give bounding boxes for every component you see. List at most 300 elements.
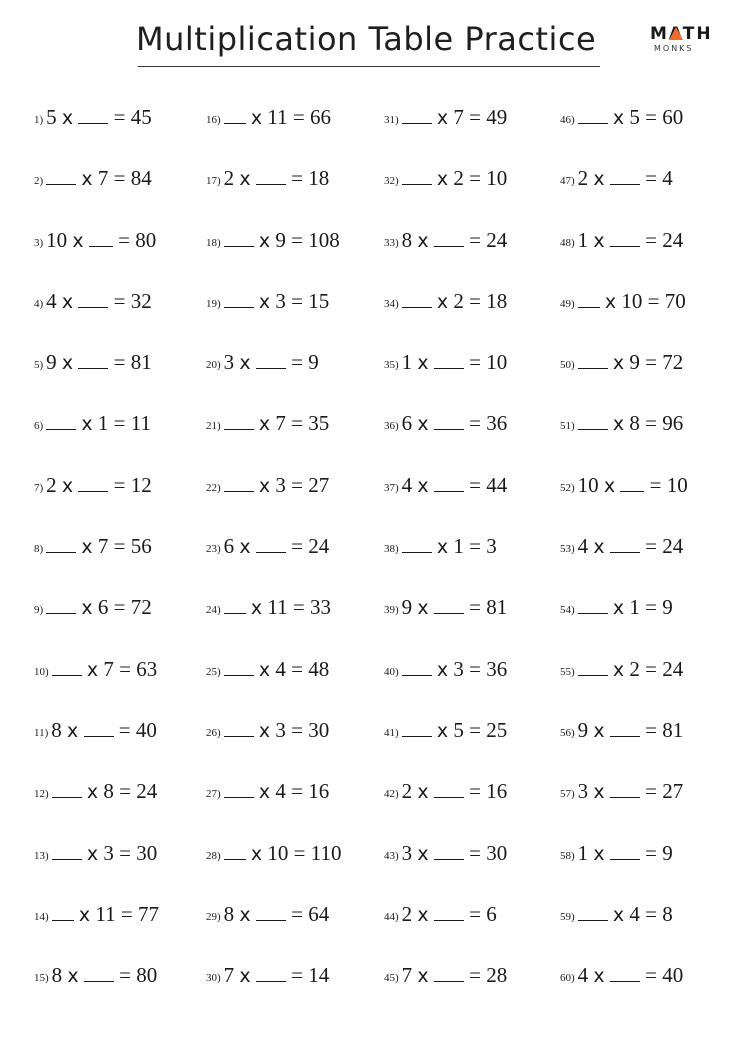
problem-equation: x 4 = 48 — [224, 656, 330, 683]
problem-item — [560, 962, 736, 1023]
problem-number: 48) — [560, 236, 575, 249]
problem-equation: x 1 = 3 — [402, 533, 497, 560]
problem-number: 31) — [384, 114, 399, 126]
factor-b: 5 — [629, 105, 640, 129]
problem-equation: 1 x = 10 — [401, 350, 508, 375]
factor-a: 4 — [46, 288, 57, 313]
times-sign: x — [239, 965, 251, 988]
product: 32 — [130, 288, 152, 313]
factor-b: 7 — [97, 166, 109, 191]
problem-equation: 6 x = 36 — [401, 411, 508, 436]
answer-blank[interactable] — [78, 104, 108, 124]
problem-item — [560, 594, 736, 655]
product: 81 — [662, 717, 684, 742]
product: 33 — [310, 595, 331, 620]
problem-equation: 2 x = 18 — [223, 166, 330, 191]
times-sign: x — [612, 597, 625, 620]
answer-blank[interactable] — [52, 901, 74, 921]
product: 30 — [486, 840, 508, 865]
times-sign: x — [612, 352, 625, 375]
problem-item — [206, 594, 386, 655]
answer-blank[interactable] — [434, 840, 464, 860]
factor-a: 4 — [577, 963, 589, 988]
times-sign: x — [258, 474, 271, 497]
factor-a: 3 — [577, 779, 589, 804]
problem-number: 24) — [206, 604, 221, 617]
answer-blank[interactable] — [578, 288, 600, 308]
factor-b: 2 — [453, 288, 464, 313]
answer-blank[interactable] — [578, 104, 608, 124]
answer-blank[interactable] — [578, 656, 608, 676]
product: 72 — [130, 595, 152, 620]
answer-blank[interactable] — [610, 717, 640, 737]
answer-blank[interactable] — [89, 227, 113, 247]
answer-blank[interactable] — [78, 288, 108, 308]
problem-item — [206, 472, 386, 533]
problem-item — [560, 778, 736, 839]
problem-item — [206, 840, 386, 901]
times-sign: x — [417, 413, 429, 436]
times-sign: x — [250, 842, 263, 865]
problem-number: 11) — [34, 726, 49, 739]
product: 24 — [486, 227, 508, 252]
problem-equation: 4 x = 24 — [577, 534, 684, 559]
problem-item — [206, 227, 386, 288]
answer-blank[interactable] — [610, 533, 640, 553]
problem-number: 47) — [560, 175, 575, 188]
problem-item — [206, 778, 386, 839]
problem-column-1 — [34, 104, 214, 1023]
answer-blank[interactable] — [610, 962, 640, 982]
answer-blank[interactable] — [402, 533, 432, 553]
factor-b: 7 — [453, 105, 464, 129]
problem-equation: 7 x = 28 — [401, 963, 508, 988]
factor-a: 2 — [401, 901, 413, 926]
problem-number: 3) — [34, 236, 44, 249]
factor-a: 2 — [401, 779, 413, 804]
answer-blank[interactable] — [434, 778, 464, 798]
factor-a: 7 — [223, 963, 235, 988]
problem-equation: x 11 = 66 — [224, 104, 331, 131]
answer-blank[interactable] — [224, 717, 254, 737]
factor-b: 5 — [453, 717, 464, 742]
problem-equation: x 2 = 10 — [402, 165, 508, 192]
times-sign: x — [417, 474, 429, 497]
problem-item — [384, 656, 564, 717]
problem-item — [384, 594, 564, 655]
problem-equation: x 3 = 36 — [402, 656, 508, 683]
answer-blank[interactable] — [224, 472, 254, 492]
answer-blank[interactable] — [78, 349, 108, 369]
problem-equation: 1 x = 9 — [577, 840, 673, 865]
times-sign: x — [593, 229, 605, 252]
product: 8 — [662, 901, 673, 926]
factor-b: 3 — [275, 472, 286, 497]
product: 48 — [308, 656, 330, 681]
problem-item — [384, 349, 564, 410]
times-sign: x — [612, 658, 625, 681]
times-sign: x — [436, 168, 449, 191]
problem-equation: x 3 = 27 — [224, 472, 330, 499]
factor-a: 6 — [401, 411, 413, 436]
problem-number: 23) — [206, 543, 221, 556]
factor-b: 1 — [453, 534, 464, 559]
problem-item — [206, 962, 386, 1023]
logo-triangle-icon — [669, 27, 683, 40]
problem-number: 38) — [384, 543, 399, 556]
answer-blank[interactable] — [610, 227, 640, 247]
problem-number: 28) — [206, 849, 221, 862]
times-sign: x — [593, 168, 605, 191]
answer-blank[interactable] — [46, 594, 76, 614]
problem-number: 9) — [34, 604, 44, 617]
answer-blank[interactable] — [620, 472, 644, 492]
factor-a: 9 — [577, 717, 589, 742]
problem-number: 50) — [560, 359, 575, 372]
answer-blank[interactable] — [434, 227, 464, 247]
factor-b: 10 — [267, 840, 289, 865]
problem-equation: x 3 = 30 — [52, 840, 158, 867]
factor-b: 7 — [275, 411, 286, 436]
problem-item — [206, 165, 386, 226]
times-sign: x — [258, 413, 271, 436]
problem-number: 35) — [384, 359, 399, 372]
problem-equation: x 3 = 30 — [224, 717, 330, 744]
factor-a: 2 — [46, 472, 57, 497]
factor-b: 3 — [103, 840, 114, 865]
answer-blank[interactable] — [256, 962, 286, 982]
problem-equation: x 10 = 70 — [578, 288, 686, 315]
problem-equation: 8 x = 24 — [401, 227, 508, 252]
problem-item — [560, 717, 736, 778]
problem-number: 1) — [34, 114, 44, 126]
problem-number: 30) — [206, 972, 221, 985]
problem-number: 7) — [34, 481, 44, 494]
answer-blank[interactable] — [46, 533, 76, 553]
answer-blank[interactable] — [52, 840, 82, 860]
problem-item — [560, 533, 736, 594]
answer-blank[interactable] — [256, 165, 286, 185]
answer-blank[interactable] — [578, 594, 608, 614]
problem-number: 41) — [384, 726, 399, 739]
factor-b: 11 — [95, 901, 116, 926]
problem-number: 46) — [560, 114, 575, 126]
problem-item — [560, 288, 736, 349]
problem-item — [384, 778, 564, 839]
answer-blank[interactable] — [402, 165, 432, 185]
problem-number: 43) — [384, 849, 399, 862]
problem-equation: 1 x = 24 — [577, 227, 684, 252]
times-sign: x — [61, 290, 74, 313]
answer-blank[interactable] — [84, 717, 114, 737]
answer-blank[interactable] — [224, 656, 254, 676]
problem-number: 39) — [384, 604, 399, 617]
problem-number: 33) — [384, 236, 399, 249]
product: 40 — [135, 717, 157, 742]
problem-item — [34, 962, 214, 1023]
answer-blank[interactable] — [402, 288, 432, 308]
product: 108 — [308, 227, 340, 252]
problem-equation: 4 x = 40 — [577, 963, 684, 988]
problem-item — [206, 349, 386, 410]
problem-equation: x 10 = 110 — [224, 840, 342, 867]
product: 80 — [135, 227, 157, 252]
problem-item — [384, 104, 564, 165]
product: 84 — [130, 166, 152, 191]
problem-number: 29) — [206, 910, 221, 923]
answer-blank[interactable] — [224, 227, 254, 247]
problem-number: 10) — [34, 665, 49, 678]
problem-item — [560, 227, 736, 288]
problem-number: 57) — [560, 788, 575, 801]
times-sign: x — [417, 229, 429, 252]
factor-b: 2 — [629, 656, 640, 681]
problem-equation: x 2 = 24 — [578, 656, 684, 683]
product: 64 — [308, 901, 330, 926]
problem-number: 22) — [206, 481, 221, 494]
factor-b: 4 — [275, 656, 286, 681]
times-sign: x — [593, 965, 605, 988]
times-sign: x — [612, 107, 625, 129]
times-sign: x — [67, 719, 79, 742]
problem-equation: 2 x = 16 — [401, 779, 508, 804]
factor-a: 9 — [401, 595, 413, 620]
problem-number: 44) — [384, 910, 399, 923]
problem-equation: 9 x = 81 — [577, 717, 684, 742]
answer-blank[interactable] — [434, 962, 464, 982]
times-sign: x — [417, 965, 429, 988]
answer-blank[interactable] — [610, 840, 640, 860]
problem-number: 16) — [206, 114, 221, 126]
problem-item — [384, 717, 564, 778]
answer-blank[interactable] — [46, 165, 76, 185]
problem-number: 12) — [34, 788, 49, 801]
problem-equation: x 2 = 18 — [402, 288, 508, 315]
times-sign: x — [436, 536, 449, 559]
answer-blank[interactable] — [256, 901, 286, 921]
product: 16 — [308, 779, 330, 804]
problem-number: 13) — [34, 849, 49, 862]
problem-number: 14) — [34, 910, 49, 923]
problem-item — [34, 594, 214, 655]
answer-blank[interactable] — [256, 533, 286, 553]
times-sign: x — [612, 903, 625, 926]
factor-b: 4 — [275, 779, 286, 804]
problem-item — [384, 840, 564, 901]
problem-number: 15) — [34, 972, 49, 985]
product: 24 — [662, 227, 684, 252]
answer-blank[interactable] — [434, 594, 464, 614]
answer-blank[interactable] — [610, 165, 640, 185]
times-sign: x — [593, 719, 605, 742]
problem-item — [384, 227, 564, 288]
product: 70 — [664, 288, 686, 313]
factor-b: 8 — [103, 779, 114, 804]
product: 25 — [486, 717, 508, 742]
product: 36 — [486, 656, 508, 681]
problem-equation: 2 x = 12 — [46, 472, 152, 497]
product: 4 — [662, 166, 673, 191]
problem-item — [206, 533, 386, 594]
times-sign: x — [258, 229, 271, 252]
times-sign: x — [436, 658, 449, 681]
times-sign: x — [86, 658, 99, 681]
times-sign: x — [81, 536, 93, 559]
factor-b: 3 — [275, 717, 286, 742]
problem-equation: x 8 = 24 — [52, 778, 158, 805]
problem-item — [34, 349, 214, 410]
problem-number: 58) — [560, 849, 575, 862]
product: 72 — [662, 350, 684, 375]
factor-b: 9 — [275, 227, 286, 252]
times-sign: x — [239, 168, 251, 191]
problem-equation: x 11 = 33 — [224, 594, 331, 621]
answer-blank[interactable] — [578, 901, 608, 921]
problem-item — [560, 165, 736, 226]
problem-equation: 10 x = 10 — [577, 472, 688, 497]
factor-a: 1 — [577, 840, 589, 865]
answer-blank[interactable] — [578, 410, 608, 430]
problem-number: 45) — [384, 972, 399, 985]
problem-number: 34) — [384, 297, 399, 310]
times-sign: x — [417, 597, 429, 620]
problem-item — [34, 840, 214, 901]
product: 30 — [308, 717, 330, 742]
answer-blank[interactable] — [52, 656, 82, 676]
factor-a: 8 — [223, 901, 235, 926]
answer-blank[interactable] — [434, 472, 464, 492]
product: 6 — [486, 901, 497, 926]
problem-equation: x 9 = 108 — [224, 227, 340, 254]
answer-blank[interactable] — [224, 840, 246, 860]
product: 77 — [138, 901, 159, 926]
product: 14 — [308, 963, 330, 988]
problem-number: 36) — [384, 420, 399, 433]
problem-number: 18) — [206, 236, 221, 249]
problem-equation: x 1 = 9 — [578, 594, 673, 621]
product: 24 — [136, 779, 158, 804]
factor-a: 8 — [51, 963, 63, 988]
answer-blank[interactable] — [434, 901, 464, 921]
product: 12 — [130, 472, 152, 497]
times-sign: x — [86, 842, 99, 865]
problem-item — [384, 962, 564, 1023]
product: 18 — [308, 166, 330, 191]
answer-blank[interactable] — [434, 410, 464, 430]
problem-equation: x 1 = 11 — [46, 410, 151, 437]
product: 81 — [130, 350, 152, 375]
answer-blank[interactable] — [402, 656, 432, 676]
problem-item — [560, 104, 736, 165]
problem-equation: x 11 = 77 — [52, 901, 159, 928]
answer-blank[interactable] — [402, 104, 432, 124]
answer-blank[interactable] — [46, 410, 76, 430]
problem-equation: x 5 = 25 — [402, 717, 508, 744]
answer-blank[interactable] — [256, 349, 286, 369]
product: 27 — [662, 779, 684, 804]
times-sign: x — [417, 352, 429, 375]
times-sign: x — [258, 290, 271, 313]
answer-blank[interactable] — [224, 594, 246, 614]
times-sign: x — [239, 536, 251, 559]
problem-equation: 10 x = 80 — [46, 227, 157, 252]
times-sign: x — [239, 903, 251, 926]
product: 44 — [486, 472, 508, 497]
title-underline — [138, 66, 600, 67]
factor-a: 5 — [46, 105, 57, 129]
times-sign: x — [417, 781, 429, 804]
problem-equation: 3 x = 30 — [401, 840, 508, 865]
product: 30 — [136, 840, 158, 865]
problem-item — [34, 656, 214, 717]
product: 36 — [486, 411, 508, 436]
factor-a: 2 — [577, 166, 589, 191]
problem-number: 55) — [560, 665, 575, 678]
problem-item — [34, 901, 214, 962]
problem-equation: 7 x = 14 — [223, 963, 330, 988]
times-sign: x — [593, 536, 605, 559]
times-sign: x — [250, 597, 263, 620]
answer-blank[interactable] — [224, 410, 254, 430]
answer-blank[interactable] — [224, 288, 254, 308]
times-sign: x — [81, 597, 93, 620]
times-sign: x — [436, 290, 449, 313]
answer-blank[interactable] — [224, 104, 246, 124]
problem-item — [34, 472, 214, 533]
factor-a: 4 — [577, 534, 589, 559]
problem-equation: x 7 = 63 — [52, 656, 158, 683]
problem-equation: x 4 = 8 — [578, 901, 673, 928]
logo-wordmark: MATH — [650, 24, 713, 44]
problem-item — [34, 533, 214, 594]
factor-b: 7 — [97, 534, 109, 559]
answer-blank[interactable] — [84, 962, 114, 982]
product: 110 — [310, 840, 342, 865]
product: 96 — [662, 411, 684, 436]
product: 80 — [136, 963, 158, 988]
product: 63 — [136, 656, 158, 681]
product: 56 — [130, 534, 152, 559]
answer-blank[interactable] — [52, 778, 82, 798]
problem-number: 52) — [560, 481, 575, 494]
problem-number: 19) — [206, 297, 221, 310]
problem-number: 27) — [206, 788, 221, 801]
product: 9 — [308, 350, 319, 375]
problem-item — [560, 840, 736, 901]
times-sign: x — [61, 107, 74, 129]
problem-item — [560, 901, 736, 962]
answer-blank[interactable] — [434, 349, 464, 369]
problem-number: 60) — [560, 972, 575, 985]
product: 45 — [130, 105, 152, 129]
answer-blank[interactable] — [402, 717, 432, 737]
problem-item — [206, 288, 386, 349]
times-sign: x — [81, 413, 93, 436]
problem-item — [206, 901, 386, 962]
answer-blank[interactable] — [578, 349, 608, 369]
product: 35 — [308, 411, 330, 436]
answer-blank[interactable] — [224, 778, 254, 798]
answer-blank[interactable] — [78, 472, 108, 492]
times-sign: x — [258, 658, 271, 681]
problem-item — [206, 104, 386, 165]
problem-equation: 4 x = 44 — [401, 472, 508, 497]
factor-b: 7 — [103, 656, 114, 681]
answer-blank[interactable] — [610, 778, 640, 798]
problem-equation: x 6 = 72 — [46, 594, 152, 621]
problem-item — [560, 656, 736, 717]
problem-number: 5) — [34, 359, 44, 372]
